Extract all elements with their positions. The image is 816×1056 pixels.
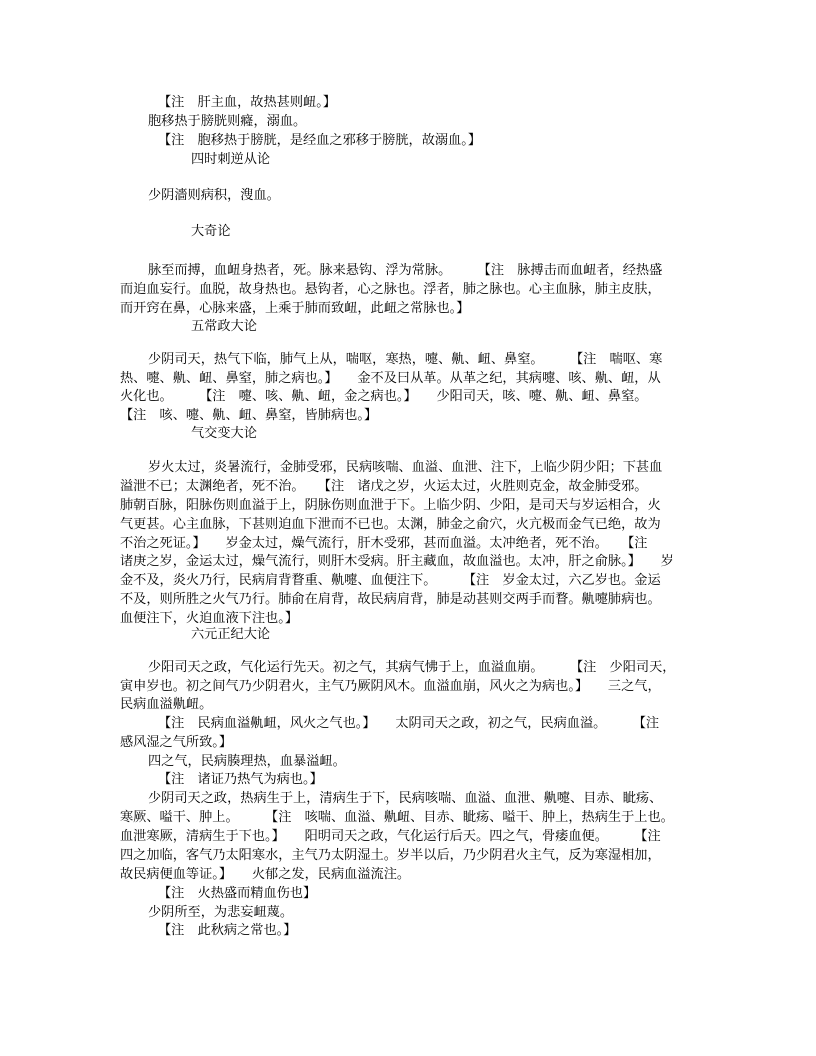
text-line: 少阴所至，为悲妄衄蔑。 xyxy=(148,905,294,920)
text-line: 四之气，民病腠理热，血暴溢衄。 xyxy=(148,754,346,769)
section-heading: 四时刺逆从论 xyxy=(191,152,271,167)
text-line: 而开窍在鼻，心脉来盛，上乘于肺而致衄，此衄之常脉也。】 xyxy=(120,301,470,316)
section-heading: 六元正纪大论 xyxy=(191,627,271,642)
text-line: 气更甚。心主血脉，下甚则迫血下泄而不已也。太渊，肺金之俞穴，火亢极而金气已绝，故为 xyxy=(120,517,661,532)
text-line: 脉至而搏，血衄身热者，死。脉来悬钩、浮为常脉。 【注 脉搏击而血衄者，经热盛 xyxy=(148,263,663,278)
text-line: 故民病便血等证。】 火郁之发，民病血溢流注。 xyxy=(120,867,411,882)
section-heading: 气交变大论 xyxy=(191,426,257,441)
text-line: 而迫血妄行。血脱，故身热也。悬钩者，心之脉也。浮者，肺之脉也。心主血脉，肺主皮肤， xyxy=(120,282,661,297)
text-line: 热、嚏、鼽、衄、鼻窒，肺之病也。】 金不及曰从革。从革之纪，其病嚏、咳、鼽、衄，从 xyxy=(120,371,661,386)
note-line: 【注 诸证乃热气为病也。】 xyxy=(158,772,323,787)
text-line: 胞移热于膀胱则癃，溺血。 xyxy=(148,114,307,129)
text-line: 民病血溢鼽衄。 xyxy=(120,697,213,712)
text-line: 岁火太过，炎暑流行，金肺受邪，民病咳喘、血溢、血泄、注下，上临少阴少阳；下甚血 xyxy=(148,460,663,475)
text-line: 血便注下，火迫血液下注也。】 xyxy=(120,611,299,626)
text-line: 感风湿之气所致。】 xyxy=(120,735,233,750)
note-line: 【注 此秋病之常也。】 xyxy=(158,923,297,938)
text-line: 诸庚之岁，金运太过，燥气流行，则肝木受病。肝主藏血，故血溢也。太冲，肝之俞脉。】 岁 xyxy=(120,554,674,569)
text-line: 火化也。 【注 嚏、咳、鼽、衄，金之病也。】 少阳司天，咳、嚏、鼽、衄、鼻窒。 xyxy=(120,389,648,404)
note-line: 【注 肝主血，故热甚则衄。】 xyxy=(158,95,337,110)
text-line: 寒厥、嗌干、肿上。 【注 咳喘、血溢、鼽衄、目赤、眦疡、嗌干、肿上，热病生于上也。 xyxy=(120,810,674,825)
text-line: 四之加临，客气乃太阳寒水，主气乃太阴湿土。岁半以后，乃少阴君火主气，反为寒湿相加， xyxy=(120,848,661,863)
text-line: 少阴濇则病积，溲血。 xyxy=(148,188,280,203)
text-line: 血泄寒厥，清病生于下也。】 阳明司天之政，气化运行后天。四之气，骨痿血便。 【注 xyxy=(120,829,661,844)
note-line: 【注 民病血溢鼽衄，风火之气也。】 太阴司天之政，初之气，民病血溢。 【注 xyxy=(158,716,660,731)
text-line: 溢泄不已；太渊绝者，死不治。 【注 诸戊之岁，火运太过，火胜则克金，故金肺受邪。 xyxy=(120,479,648,494)
text-line: 肺朝百脉，阳脉伤则血溢于上，阴脉伤则血泄于下。上临少阴、少阳，是司天与岁运相合，火 xyxy=(120,498,661,513)
section-heading: 大奇论 xyxy=(191,224,231,239)
text-line: 不及，则所胜之火气乃行。肺俞在肩背，故民病肩背，肺是动甚则交两手而瞀。鼽嚏肺病也。 xyxy=(120,592,661,607)
text-line: 寅申岁也。初之间气乃少阴君火，主气乃厥阴风木。血溢血崩，风火之为病也。】 三之气， xyxy=(120,679,661,694)
note-line: 【注 咳、嚏、鼽、衄、鼻窒，皆肺病也。】 xyxy=(120,408,378,423)
text-line: 少阳司天之政，气化运行先天。初之气，其病气怫于上，血溢血崩。 【注 少阳司天， xyxy=(148,660,676,675)
text-line: 金不及，炎火乃行，民病肩背瞀重、鼽嚏、血便注下。 【注 岁金太过，六乙岁也。金运 xyxy=(120,573,661,588)
text-line: 不治之死证。】 岁金太过，燥气流行，肝木受邪，甚而血溢。太冲绝者，死不治。 【注 xyxy=(120,536,648,551)
text-line: 少阴司天之政，热病生于上，清病生于下，民病咳喘、血溢、血泄、鼽嚏、目赤、眦疡、 xyxy=(148,791,663,806)
text-line: 少阴司天，热气下临，肺气上从，喘呕，寒热，嚏、鼽、衄、鼻窒。 【注 喘呕、寒 xyxy=(148,352,663,367)
note-line: 【注 胞移热于膀胱，是经血之邪移于膀胱，故溺血。】 xyxy=(158,133,482,148)
note-line: 【注 火热盛而精血伤也】 xyxy=(158,886,317,901)
section-heading: 五常政大论 xyxy=(191,319,257,334)
